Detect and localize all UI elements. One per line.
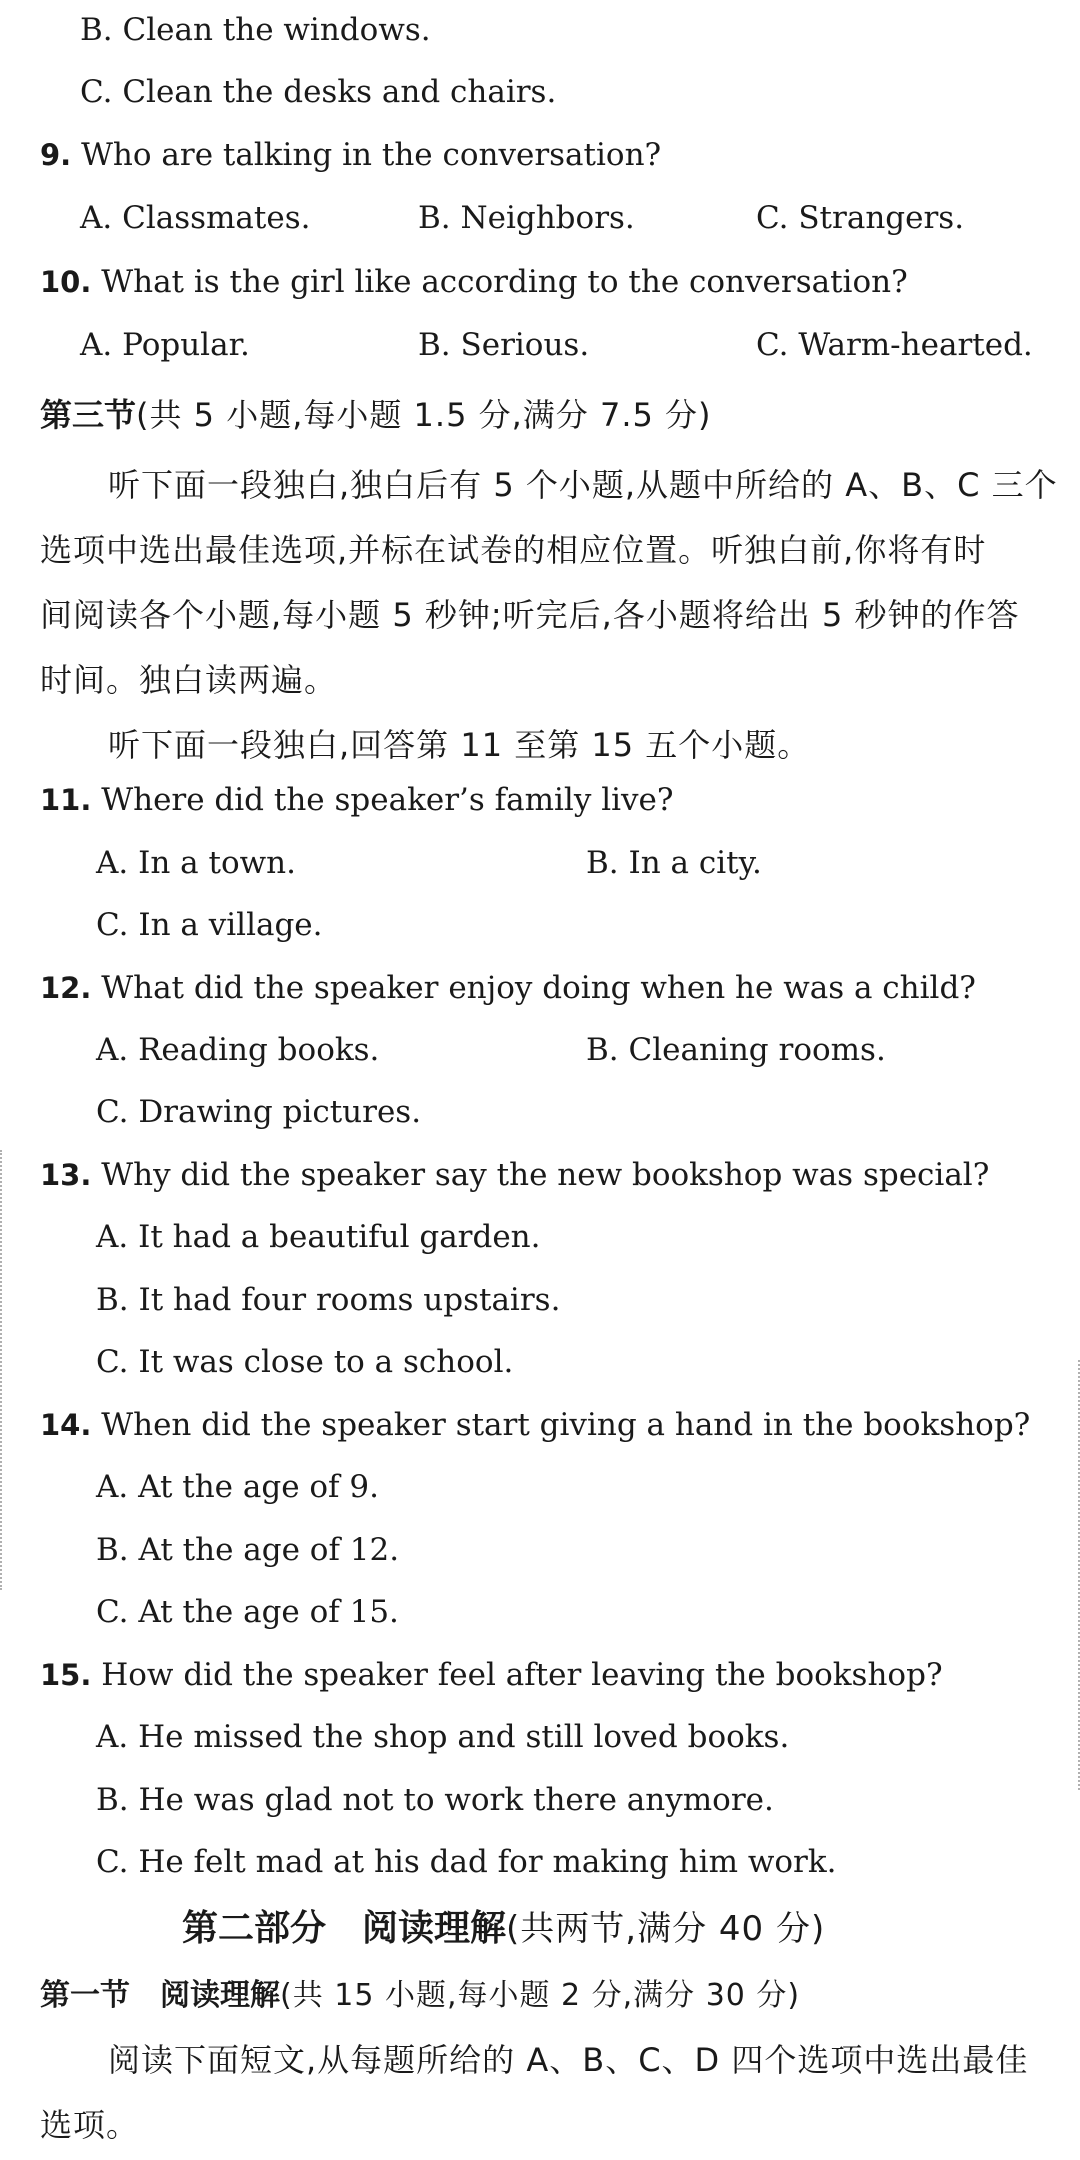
question-number: 12. (40, 971, 92, 1005)
q10-option-a: A. Popular. (80, 327, 250, 363)
q14-option-a: A. At the age of 9. (96, 1469, 379, 1505)
question-text: Why did the speaker say the new bookshop was special? (101, 1157, 990, 1193)
section-3-instruction-line-4: 时间。独白读两遍。 (40, 661, 338, 699)
part-2-section-1-title (40, 1975, 800, 2016)
part-detail: (共两节,满分 40 分) (506, 1909, 826, 1949)
question-number: 10. (40, 265, 92, 299)
q11-option-a: A. In a town. (96, 845, 296, 881)
question-text: Where did the speaker’s family live? (101, 782, 674, 818)
section-3-instruction-line-1: 听下面一段独白,独白后有 5 个小题,从题中所给的 A、B、C 三个 (108, 466, 1058, 504)
question-number: 14. (40, 1408, 92, 1442)
section-title: 第一节 阅读理解 (40, 1978, 280, 2013)
q10-option-c: C. Warm-hearted. (756, 327, 1033, 363)
q8-option-b: B. Clean the windows. (80, 12, 431, 48)
section-title: 第三节 (40, 396, 137, 434)
question-13 (40, 1155, 989, 1195)
section-3-prompt: 听下面一段独白,回答第 11 至第 15 五个小题。 (108, 726, 811, 764)
q14-option-b: B. At the age of 12. (96, 1532, 400, 1568)
section-3-instruction-line-3: 间阅读各个小题,每小题 5 秒钟;听完后,各小题将给出 5 秒钟的作答 (40, 596, 1020, 634)
q11-option-b: B. In a city. (586, 845, 762, 881)
question-text: When did the speaker start giving a hand in the bookshop? (101, 1407, 1031, 1443)
binding-edge-right (1074, 1360, 1080, 1790)
binding-edge-left (0, 1150, 6, 1590)
q15-option-c: C. He felt mad at his dad for making him work. (96, 1844, 837, 1880)
section-3-instruction-line-2: 选项中选出最佳选项,并标在试卷的相应位置。听独白前,你将有时 (40, 531, 987, 569)
question-9 (40, 135, 661, 175)
q11-option-c: C. In a village. (96, 907, 323, 943)
q13-option-a: A. It had a beautiful garden. (96, 1219, 541, 1255)
q9-option-c: C. Strangers. (756, 200, 965, 236)
part-2-instruction-line-1: 阅读下面短文,从每题所给的 A、B、C、D 四个选项中选出最佳 (108, 2041, 1029, 2079)
question-text: What did the speaker enjoy doing when he was a child? (101, 970, 976, 1006)
section-detail: (共 5 小题,每小题 1.5 分,满分 7.5 分) (136, 396, 712, 434)
question-text: How did the speaker feel after leaving the bookshop? (101, 1657, 943, 1693)
question-10 (40, 262, 908, 302)
question-number: 11. (40, 783, 92, 817)
question-15 (40, 1655, 943, 1695)
question-text: What is the girl like according to the conversation? (101, 264, 908, 300)
q9-option-a: A. Classmates. (80, 200, 311, 236)
question-text: Who are talking in the conversation? (81, 137, 662, 173)
q15-option-b: B. He was glad not to work there anymore. (96, 1782, 774, 1818)
question-number: 15. (40, 1658, 92, 1692)
q12-option-c: C. Drawing pictures. (96, 1094, 422, 1130)
question-number: 9. (40, 138, 72, 172)
q15-option-a: A. He missed the shop and still loved books. (96, 1719, 790, 1755)
section-3-title (40, 395, 712, 436)
question-12 (40, 968, 976, 1008)
q13-option-c: C. It was close to a school. (96, 1344, 514, 1380)
part-2-heading (182, 1905, 825, 1954)
part-2-instruction-line-2: 选项。 (40, 2106, 140, 2144)
part-title: 第二部分 阅读理解 (182, 1908, 507, 1949)
q12-option-a: A. Reading books. (96, 1032, 380, 1068)
q14-option-c: C. At the age of 15. (96, 1594, 399, 1630)
question-14 (40, 1405, 1030, 1445)
question-11 (40, 780, 674, 820)
question-number: 13. (40, 1158, 92, 1192)
q13-option-b: B. It had four rooms upstairs. (96, 1282, 561, 1318)
q10-option-b: B. Serious. (418, 327, 590, 363)
q9-option-b: B. Neighbors. (418, 200, 635, 236)
section-detail: (共 15 小题,每小题 2 分,满分 30 分) (280, 1978, 801, 2013)
q8-option-c: C. Clean the desks and chairs. (80, 74, 557, 110)
q12-option-b: B. Cleaning rooms. (586, 1032, 886, 1068)
